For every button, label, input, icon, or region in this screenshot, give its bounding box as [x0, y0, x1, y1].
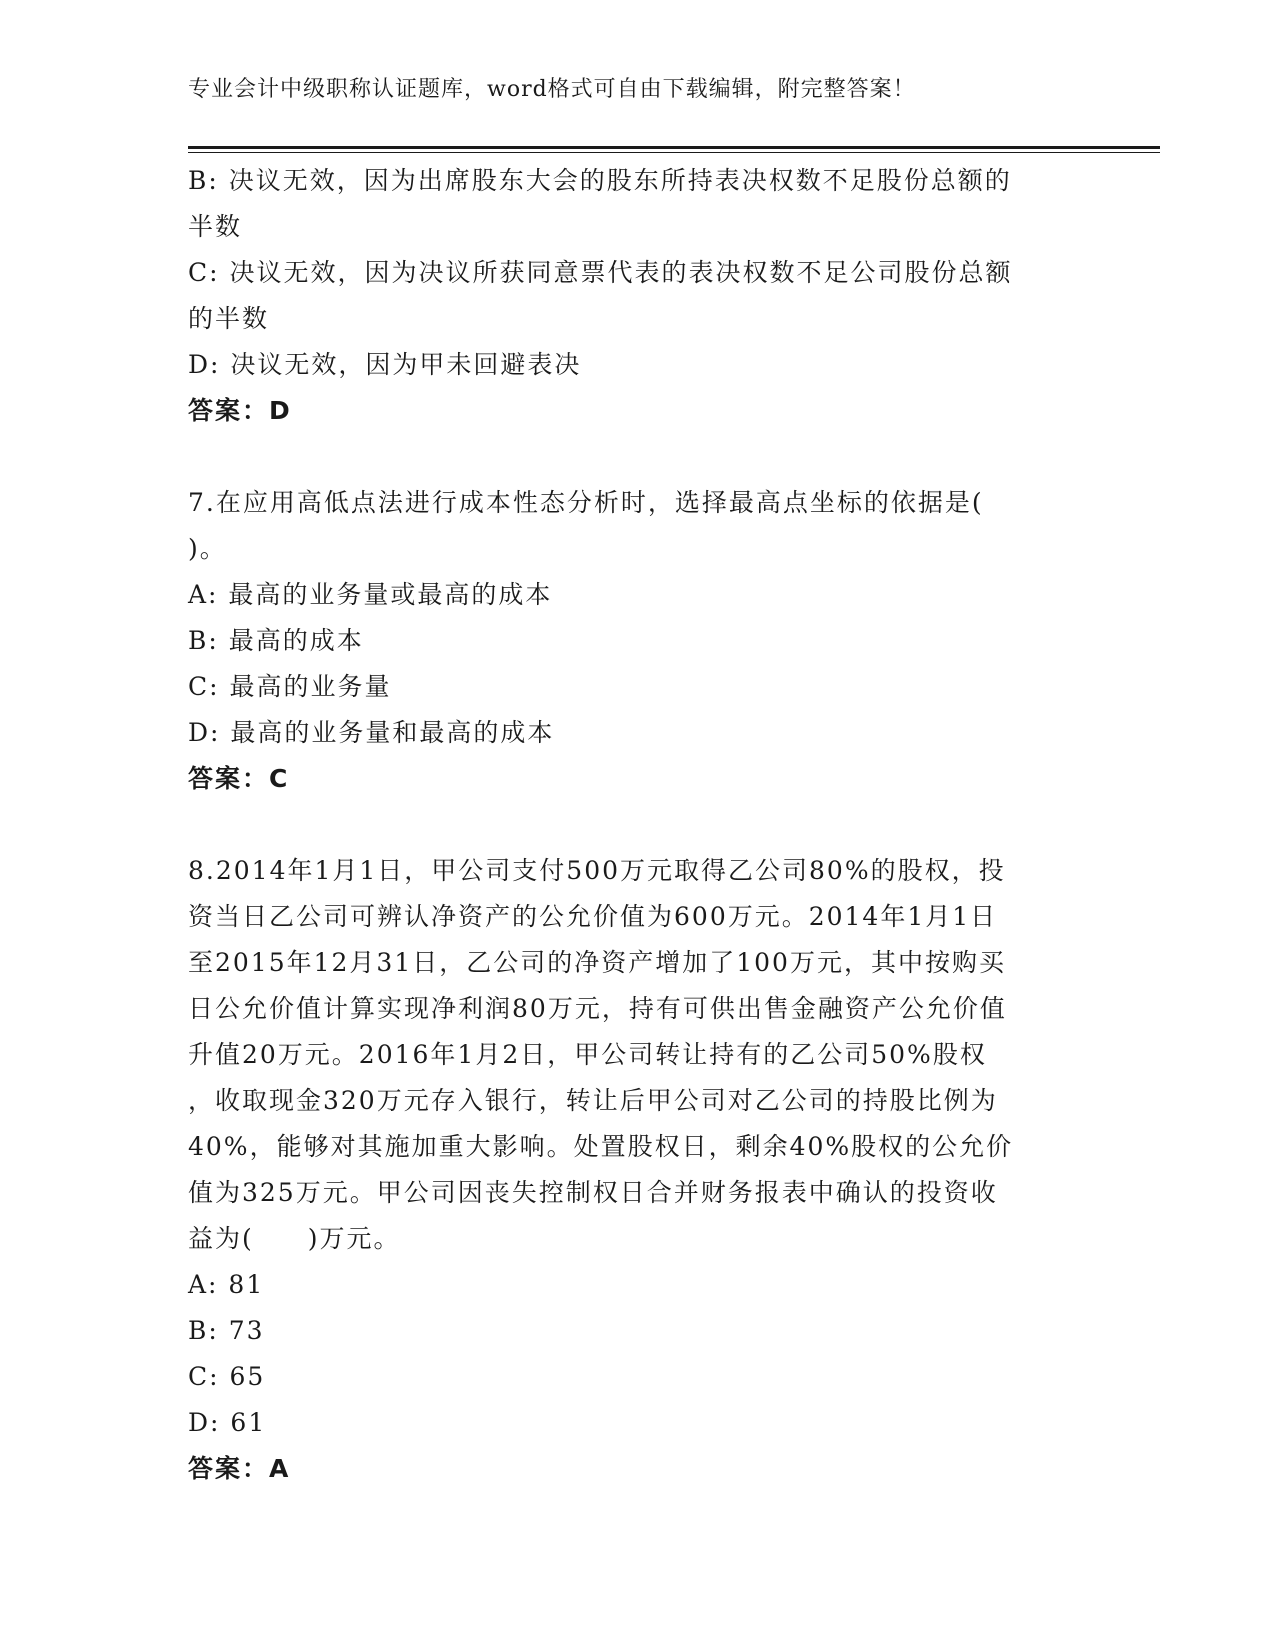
question-text: 7.在应用高低点法进行成本性态分析时，选择最高点坐标的依据是(	[188, 488, 984, 517]
answer-label: 答案：A	[188, 1454, 291, 1483]
answer-label: 答案：D	[188, 396, 292, 425]
question-text: 40%，能够对其施加重大影响。处置股权日，剩余40%股权的公允价	[188, 1132, 1014, 1161]
question-6-block	[188, 158, 1088, 434]
option-a: A: 最高的业务量或最高的成本	[188, 580, 553, 609]
question-7-block	[188, 480, 1088, 802]
option-b: B: 73	[188, 1316, 265, 1345]
option-c: C: 65	[188, 1362, 266, 1391]
option-c: C: 最高的业务量	[188, 672, 392, 701]
header-rule-thin	[188, 152, 1160, 153]
option-b: B: 决议无效，因为出席股东大会的股东所持表决权数不足股份总额的	[188, 166, 1012, 195]
option-a: A: 81	[188, 1270, 265, 1299]
header-rule-thick	[188, 146, 1160, 149]
question-text: 至2015年12月31日，乙公司的净资产增加了100万元，其中按购买	[188, 948, 1006, 977]
question-text: 资当日乙公司可辨认净资产的公允价值为600万元。2014年1月1日	[188, 902, 998, 931]
question-text: 益为( )万元。	[188, 1224, 401, 1253]
spacer	[188, 802, 1088, 848]
question-text: 值为325万元。甲公司因丧失控制权日合并财务报表中确认的投资收	[188, 1178, 998, 1207]
question-text: ，收取现金320万元存入银行，转让后甲公司对乙公司的持股比例为	[188, 1086, 998, 1115]
option-d: D: 最高的业务量和最高的成本	[188, 718, 555, 747]
answer-label: 答案：C	[188, 764, 290, 793]
option-b-cont: 半数	[188, 212, 243, 241]
page-header: 专业会计中级职称认证题库，word格式可自由下载编辑，附完整答案！	[188, 77, 916, 102]
option-d: D: 61	[188, 1408, 267, 1437]
option-b: B: 最高的成本	[188, 626, 364, 655]
option-c: C: 决议无效，因为决议所获同意票代表的表决权数不足公司股份总额	[188, 258, 1013, 287]
option-d: D: 决议无效，因为甲未回避表决	[188, 350, 582, 379]
question-text: 8.2014年1月1日，甲公司支付500万元取得乙公司80%的股权，投	[188, 856, 1006, 885]
spacer	[188, 434, 1088, 480]
question-text: 日公允价值计算实现净利润80万元，持有可供出售金融资产公允价值	[188, 994, 1007, 1023]
question-text: 升值20万元。2016年1月2日，甲公司转让持有的乙公司50%股权	[188, 1040, 987, 1069]
document-body	[188, 158, 1088, 1492]
question-text-cont: )。	[188, 534, 227, 563]
option-c-cont: 的半数	[188, 304, 270, 333]
question-8-block	[188, 848, 1088, 1492]
